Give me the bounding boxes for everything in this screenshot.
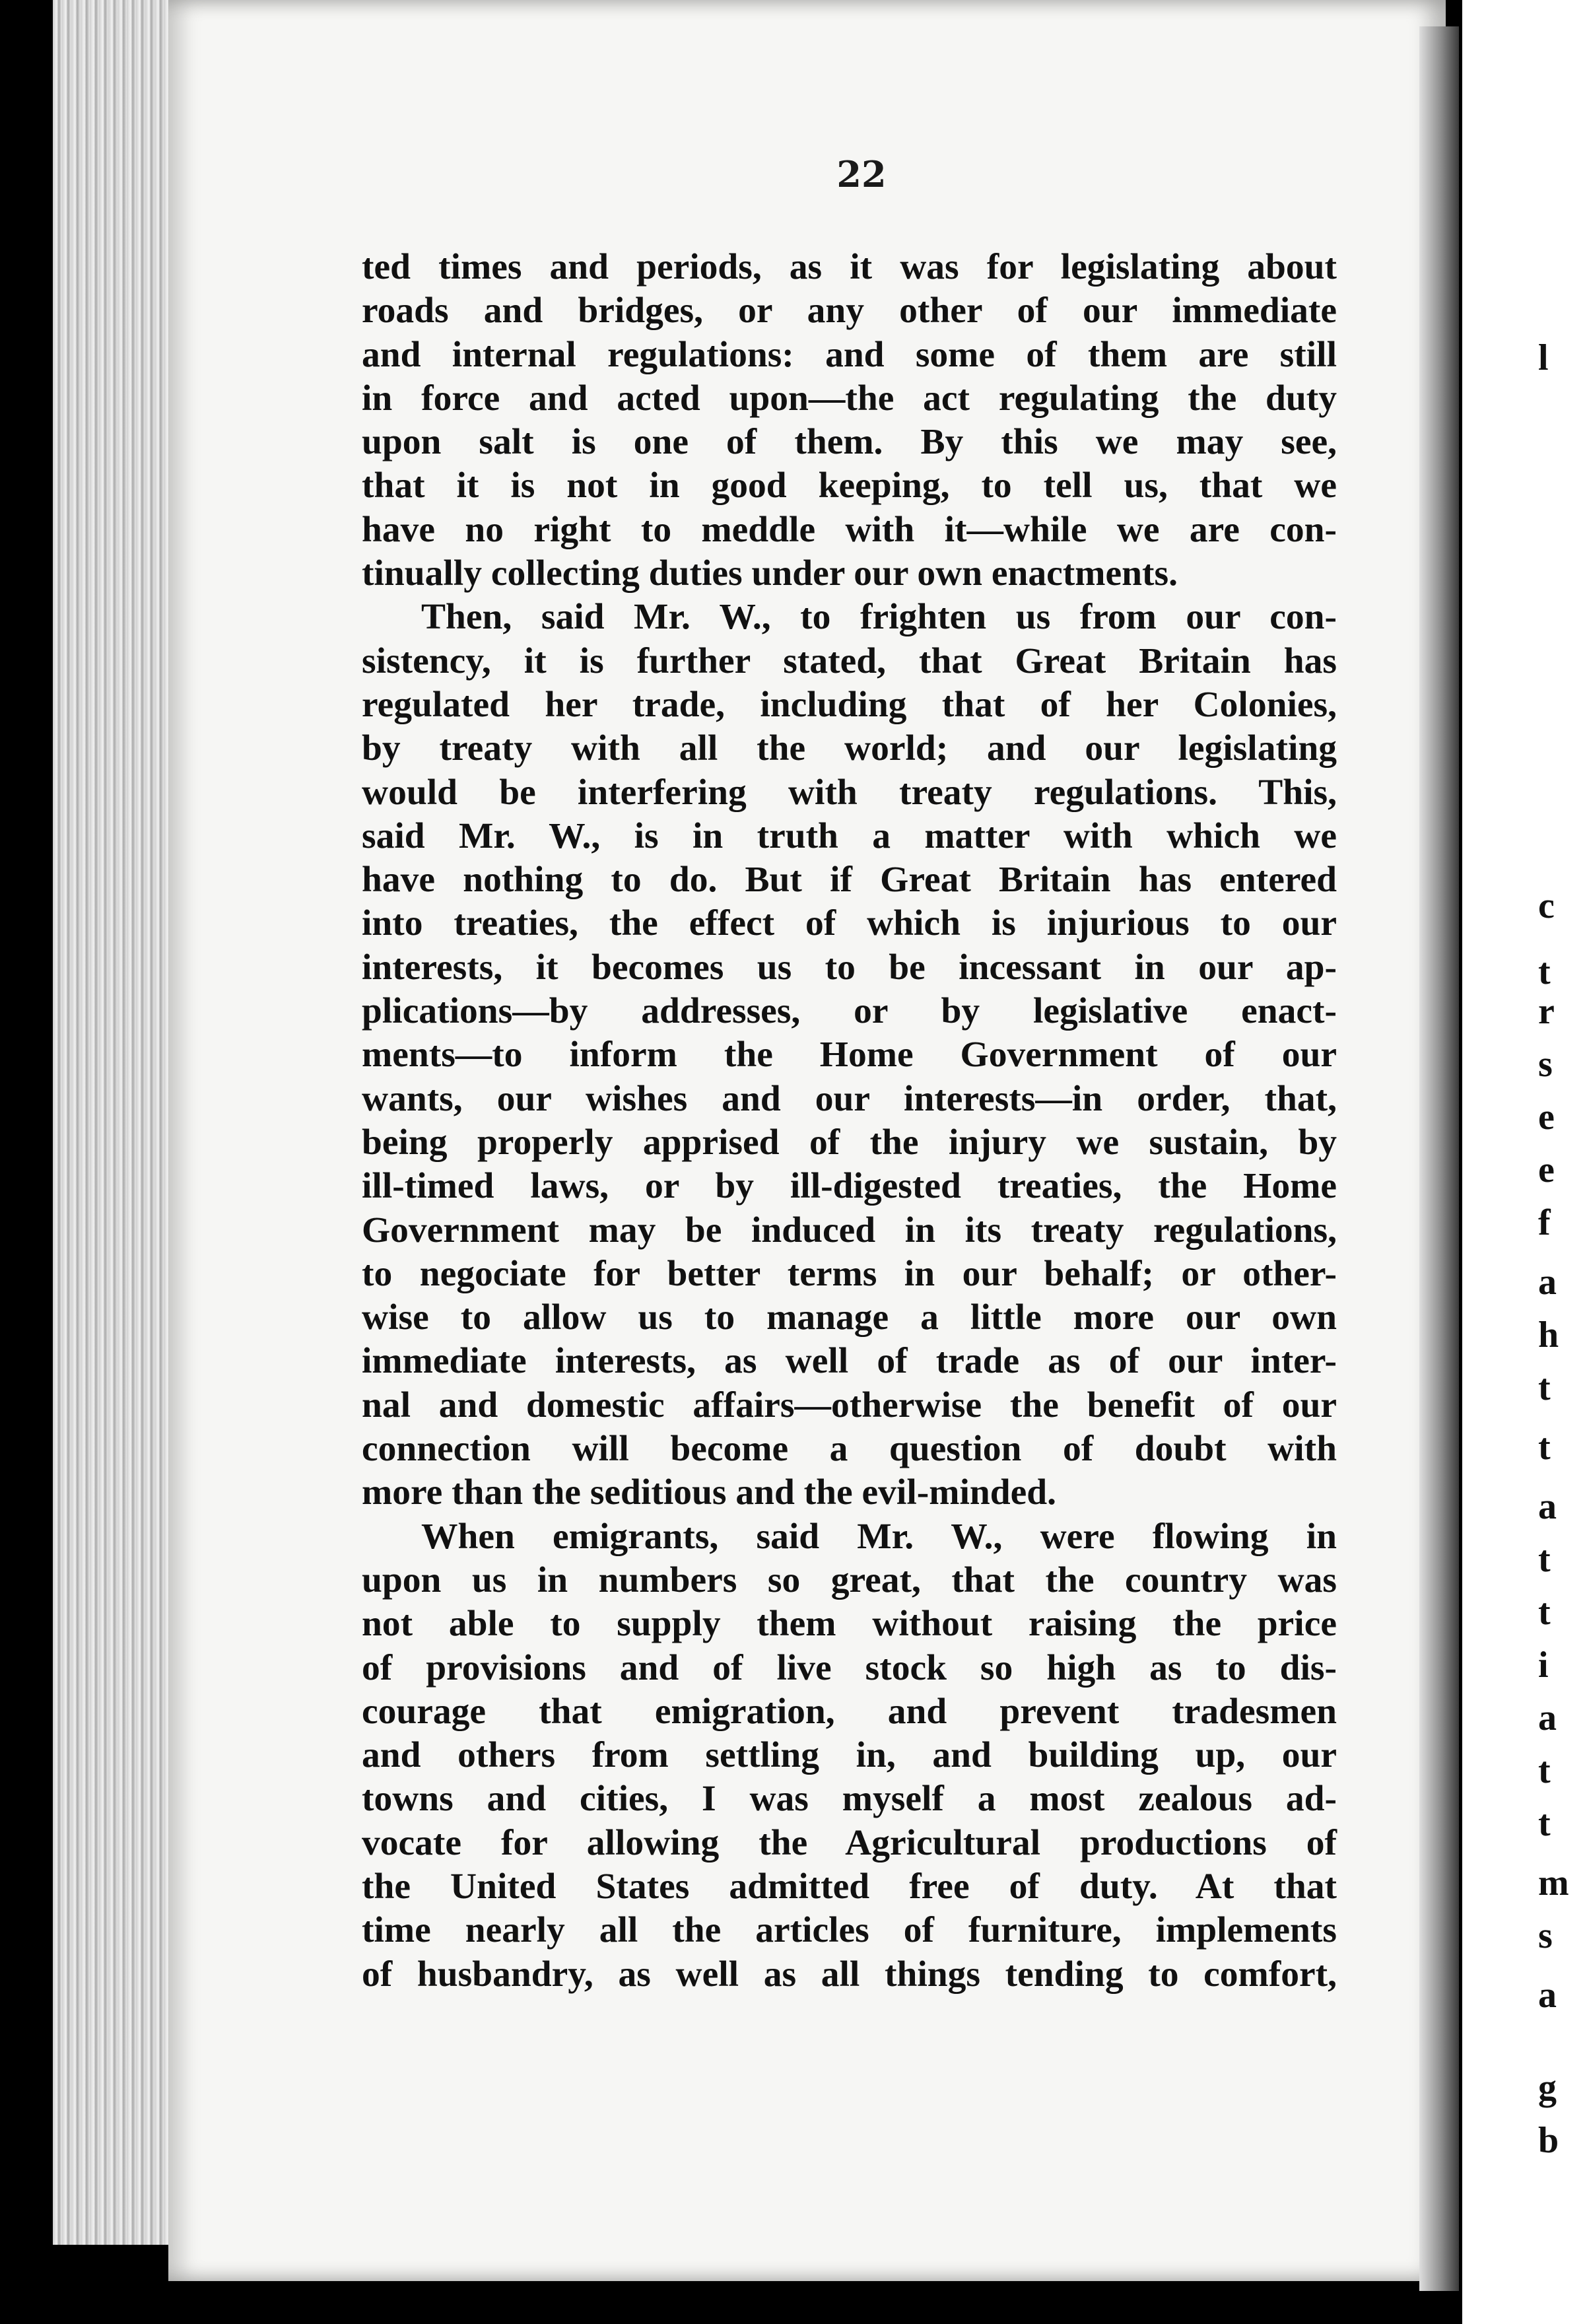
text-line: to negociate for better terms in our behalf; or other- bbox=[362, 1253, 1337, 1294]
facing-fragment: t bbox=[1538, 1803, 1551, 1844]
facing-fragment: a bbox=[1538, 1486, 1557, 1527]
facing-fragment: f bbox=[1538, 1202, 1551, 1243]
text-line: ted times and periods, as it was for legislating about bbox=[362, 247, 1337, 287]
text-line: have no right to meddle with it—while we are con- bbox=[362, 509, 1337, 550]
body-text bbox=[362, 246, 1337, 1997]
text-line: wants, our wishes and our interests—in order, that, bbox=[362, 1078, 1337, 1119]
facing-fragment: t bbox=[1538, 1367, 1551, 1408]
text-line: nal and domestic affairs—otherwise the benefit of our bbox=[362, 1384, 1337, 1425]
text-line: and others from settling in, and building up, our bbox=[362, 1735, 1337, 1776]
text-line: by treaty with all the world; and our legislating bbox=[362, 728, 1337, 769]
text-line: in force and acted upon—the act regulating the duty bbox=[362, 378, 1337, 419]
text-line: Then, said Mr. W., to frighten us from our con- bbox=[421, 597, 1337, 638]
facing-fragment: b bbox=[1538, 2120, 1559, 2161]
facing-page-text bbox=[1538, 0, 1587, 2324]
text-line: plications—by addresses, or by legislative enact- bbox=[362, 991, 1337, 1032]
text-line: connection will become a question of doubt with bbox=[362, 1429, 1337, 1470]
page-number: 22 bbox=[836, 153, 887, 195]
text-line: wise to allow us to manage a little more our own bbox=[362, 1297, 1337, 1338]
text-line: more than the seditious and the evil-minded. bbox=[362, 1472, 1057, 1513]
facing-fragment: m bbox=[1538, 1863, 1569, 1903]
text-line: ments—to inform the Home Government of our bbox=[362, 1035, 1337, 1076]
text-line: Government may be induced in its treaty regulations, bbox=[362, 1210, 1337, 1250]
text-line: of husbandry, as well as all things tending to comfort, bbox=[362, 1954, 1337, 1995]
text-line: roads and bridges, or any other of our immediate bbox=[362, 290, 1337, 331]
text-line: upon salt is one of them. By this we may see, bbox=[362, 422, 1337, 463]
facing-fragment: g bbox=[1538, 2067, 1557, 2108]
facing-fragment: e bbox=[1538, 1149, 1555, 1190]
facing-fragment: s bbox=[1538, 1915, 1553, 1956]
text-line: time nearly all the articles of furniture, implements bbox=[362, 1910, 1337, 1951]
facing-fragment: t bbox=[1538, 1427, 1551, 1468]
text-line: and internal regulations: and some of them are still bbox=[362, 334, 1337, 375]
facing-fragment: e bbox=[1538, 1097, 1555, 1138]
page-gutter-shadow bbox=[1419, 26, 1459, 2291]
text-line: sistency, it is further stated, that Great Britain has bbox=[362, 640, 1337, 681]
text-line: vocate for allowing the Agricultural productions of bbox=[362, 1822, 1337, 1863]
facing-fragment: a bbox=[1538, 1697, 1557, 1738]
text-line: not able to supply them without raising the price bbox=[362, 1604, 1337, 1645]
text-line: regulated her trade, including that of her Colonies, bbox=[362, 684, 1337, 725]
text-line: towns and cities, I was myself a most zealous ad- bbox=[362, 1779, 1337, 1820]
page-edge-stack bbox=[53, 0, 185, 2245]
text-line: of provisions and of live stock so high as to dis- bbox=[362, 1647, 1337, 1688]
text-line: have nothing to do. But if Great Britain has entered bbox=[362, 860, 1337, 901]
text-line: that it is not in good keeping, to tell us, that we bbox=[362, 465, 1337, 506]
facing-fragment: t bbox=[1538, 1750, 1551, 1791]
facing-fragment: s bbox=[1538, 1044, 1553, 1085]
facing-fragment: l bbox=[1538, 337, 1549, 378]
text-line: immediate interests, as well of trade as of our inter- bbox=[362, 1341, 1337, 1382]
facing-fragment: c bbox=[1538, 885, 1555, 926]
facing-fragment: i bbox=[1538, 1645, 1549, 1686]
text-line: ill-timed laws, or by ill-digested treaties, the Home bbox=[362, 1166, 1337, 1207]
facing-fragment: a bbox=[1538, 1975, 1557, 2016]
facing-fragment: t bbox=[1538, 951, 1551, 992]
text-line: courage that emigration, and prevent tradesmen bbox=[362, 1691, 1337, 1732]
text-line: said Mr. W., is in truth a matter with which we bbox=[362, 815, 1337, 856]
text-line: tinually collecting duties under our own enactments. bbox=[362, 553, 1178, 594]
text-line: being properly apprised of the injury we sustain, by bbox=[362, 1122, 1337, 1163]
text-line: the United States admitted free of duty. At that bbox=[362, 1866, 1337, 1907]
facing-fragment: t bbox=[1538, 1539, 1551, 1580]
text-line: interests, it becomes us to be incessant in our ap- bbox=[362, 947, 1337, 988]
facing-fragment: a bbox=[1538, 1262, 1557, 1303]
text-line: into treaties, the effect of which is injurious to our bbox=[362, 903, 1337, 944]
facing-fragment: r bbox=[1538, 991, 1555, 1032]
text-line: upon us in numbers so great, that the country was bbox=[362, 1559, 1337, 1600]
facing-fragment: h bbox=[1538, 1315, 1559, 1355]
text-line: would be interfering with treaty regulations. This, bbox=[362, 772, 1337, 813]
text-line: When emigrants, said Mr. W., were flowing in bbox=[421, 1516, 1337, 1557]
facing-fragment: t bbox=[1538, 1592, 1551, 1633]
